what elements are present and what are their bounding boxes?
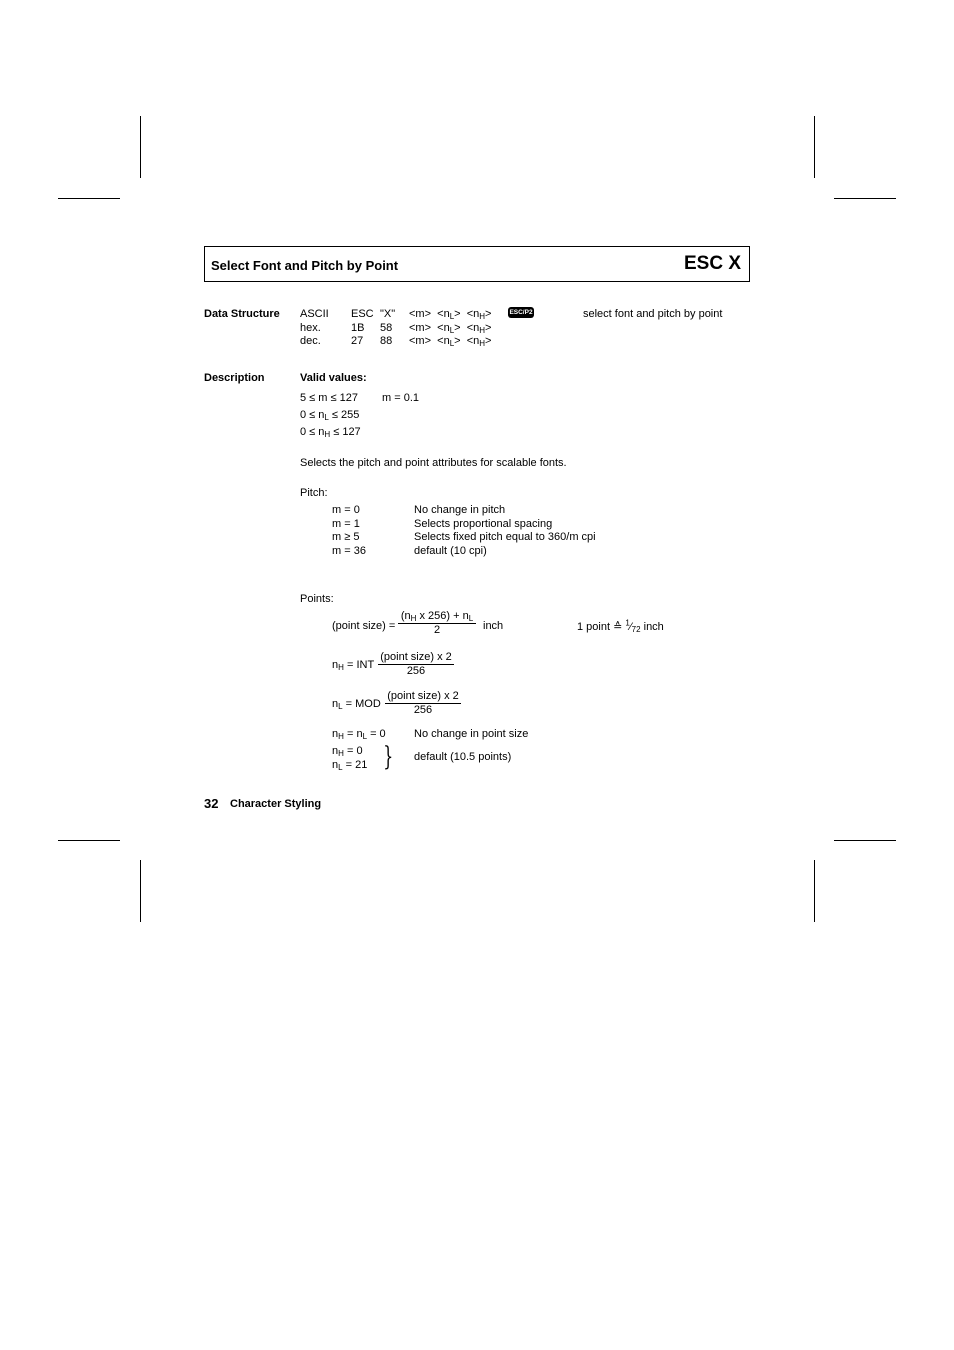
crop-mark	[58, 198, 120, 199]
formula-nh-fraction	[378, 651, 454, 678]
fraction-denominator: 2	[433, 624, 441, 636]
formula-nl-fraction	[385, 690, 461, 717]
param-nl: $<n_L>$	[437, 335, 461, 348]
param-group	[409, 308, 491, 320]
page-number: 32	[204, 796, 219, 811]
range-nl: $0 \le n_L \le 255$	[300, 409, 360, 422]
curly-brace-icon: }	[383, 742, 394, 772]
crop-mark	[814, 116, 815, 178]
point-equivalence: 1 point ≙ $^1⁄_{72}$ inch	[577, 618, 664, 634]
fraction-denominator: 256	[413, 704, 433, 716]
fraction-denominator: 256	[406, 665, 426, 677]
crop-mark	[834, 198, 896, 199]
crop-mark	[140, 860, 141, 922]
pitch-meaning: Selects fixed pitch equal to 360/m cpi	[414, 531, 596, 543]
pitch-heading: Pitch:	[300, 487, 328, 499]
no-change-condition: $n_H = n_L = 0$	[332, 728, 386, 741]
formula-nl-lhs: $n_L$ = MOD	[332, 698, 381, 711]
default-nh: $n_H = 0$	[332, 745, 363, 758]
description-label: Description	[204, 372, 265, 384]
data-structure-label: Data Structure	[204, 308, 280, 320]
crop-mark	[140, 116, 141, 178]
row-code-a: ESC	[351, 308, 374, 320]
row-kind: dec.	[300, 335, 321, 347]
param-nh: $<n_H>$	[466, 322, 492, 335]
pitch-meaning: No change in pitch	[414, 504, 506, 516]
row-kind: hex.	[300, 322, 321, 334]
param-nl: $<n_L>$	[437, 322, 461, 335]
default-nl: $n_L = 21$	[332, 759, 368, 772]
param-nl: $<n_L>$	[437, 308, 461, 321]
default-meaning: default (10.5 points)	[414, 751, 512, 763]
range-nh: $0 \le n_H \le 127$	[300, 426, 361, 439]
pitch-meaning: default (10 cpi)	[414, 545, 487, 557]
row-code-a: 1B	[351, 322, 365, 334]
fraction-numerator: (point size) x 2	[385, 690, 461, 704]
description-summary: Selects the pitch and point attributes for scalable fonts.	[300, 457, 567, 469]
pitch-condition: m = 0	[332, 504, 360, 516]
param-nh: $<n_H>$	[466, 308, 492, 321]
range-m-step: m = 0.1	[382, 392, 419, 404]
param-m: <m>	[409, 335, 432, 347]
no-change-meaning: No change in point size	[414, 728, 529, 740]
formula-nh-lhs: $n_H$ = INT	[332, 659, 375, 672]
row-code-b: 88	[380, 335, 393, 347]
section-header	[204, 246, 750, 282]
formula-point-size-fraction	[398, 610, 476, 637]
pitch-condition: m = 36	[332, 545, 366, 557]
param-m: <m>	[409, 308, 432, 320]
formula-unit: inch	[483, 620, 504, 632]
points-heading: Points:	[300, 593, 334, 605]
row-code-a: 27	[351, 335, 364, 347]
fraction-numerator: ($n_H$ x $256) + n_L$	[398, 610, 476, 624]
param-group	[409, 322, 491, 334]
command-name: ESC X	[683, 253, 741, 274]
row-code-b: "X"	[380, 308, 396, 320]
crop-mark	[834, 840, 896, 841]
escp2-badge-icon: ESC/P2	[509, 309, 533, 316]
param-m: <m>	[409, 322, 432, 334]
crop-mark	[814, 860, 815, 922]
row-code-b: 58	[380, 322, 393, 334]
param-group	[409, 335, 491, 347]
row-kind: ASCII	[300, 308, 329, 320]
section-footer-title: Character Styling	[230, 798, 322, 810]
data-structure-note: select font and pitch by point	[583, 308, 723, 320]
pitch-condition: m = 1	[332, 518, 360, 530]
crop-mark	[58, 840, 120, 841]
section-title: Select Font and Pitch by Point	[211, 258, 399, 273]
fraction-numerator: (point size) x 2	[378, 651, 454, 665]
pitch-condition: m ≥ 5	[332, 531, 360, 543]
formula-point-size-lhs: (point size) =	[332, 620, 396, 632]
pitch-meaning: Selects proportional spacing	[414, 518, 553, 530]
valid-values-heading: Valid values:	[300, 372, 367, 384]
range-m: 5 ≤ m ≤ 127	[300, 392, 358, 404]
param-nh: $<n_H>$	[466, 335, 492, 348]
